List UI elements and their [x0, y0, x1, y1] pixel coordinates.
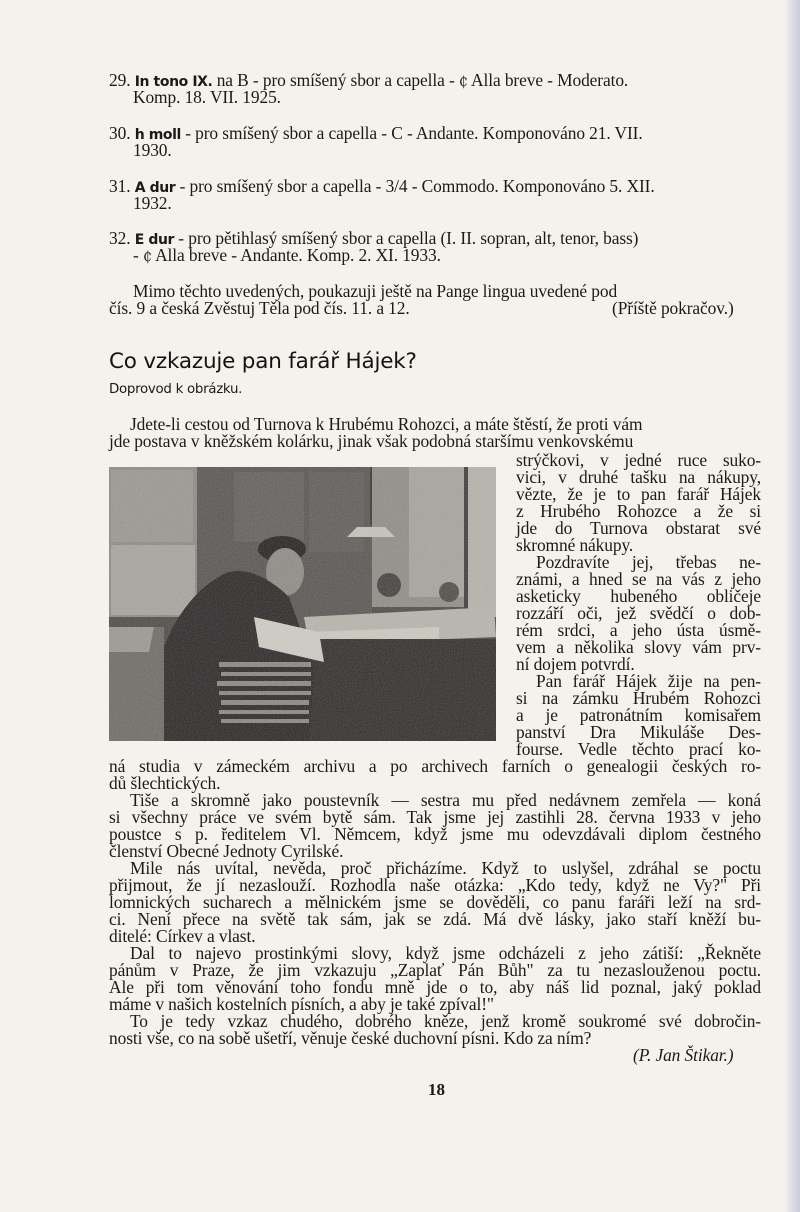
- article-signature: (P. Jan Štikar.): [633, 1045, 734, 1065]
- article-line: nosti vše, co na sobě ušetří, věnuje české duchovní písni. Kdo za ním?: [109, 1028, 592, 1048]
- article-line: Mile nás uvítal, nevěda, proč přicházíme. Když to uslyšel, zdráhal se poctu: [130, 858, 761, 878]
- item-key: In tono IX.: [134, 74, 213, 90]
- article-title: Co vzkazuje pan farář Hájek?: [109, 349, 417, 374]
- item-text: Alla breve - Andante. Komp. 2. XI. 1933.: [155, 245, 441, 265]
- list-item-32-line2: [133, 247, 441, 266]
- article-line: známi, a hned se na vás z jeho: [516, 569, 761, 589]
- article-line: máme v našich kostelních písních, a aby je také zpíval!": [109, 994, 494, 1014]
- article-line: dů šlechtických.: [109, 773, 221, 793]
- item-text: - pro pětihlasý smíšený sbor a capella (I. II. sopran, alt, tenor, bass): [178, 228, 639, 248]
- article-line: vici, v druhé tašku na nákupy,: [516, 467, 761, 487]
- article-line: skromné nákupy.: [516, 535, 634, 555]
- article-line: rém srdci, a jeho ústa úsmě-: [516, 620, 761, 640]
- article-line: Ale při tom věnování toho fondu mně jde o to, aby náš lid poznal, jaký poklad: [109, 977, 761, 997]
- page-edge-shadow: [786, 0, 800, 1212]
- article-line: členství Obecné Jednoty Cyrilské.: [109, 841, 344, 861]
- item-text: - pro smíšený sbor a capella - 3/4 - Commodo. Komponováno 5. XII.: [179, 176, 655, 196]
- article-line: a je patronátním komisařem: [516, 705, 761, 725]
- article-line: jde do Turnova obstarat své: [516, 518, 761, 538]
- list-note-line1: Mimo těchto uvedených, poukazuji ještě na Pange lingua uvedené pod: [133, 281, 618, 301]
- list-item-31-line2: 1932.: [133, 193, 172, 213]
- article-line: si na zámku Hrubém Rohozci: [516, 688, 761, 708]
- article-line: jde postava v kněžském kolárku, jinak však podobná staršímu venkovskému: [109, 431, 634, 451]
- item-key: E dur: [134, 232, 175, 248]
- article-line: ní dojem potvrdí.: [516, 654, 635, 674]
- article-line: To je tedy vzkaz chudého, dobrého kněze, jenž kromě soukromé své dobročin-: [130, 1011, 761, 1031]
- article-line: lomnických sucharech a mělnickém jsme se dověděli, co panu faráři leží na srd-: [109, 892, 761, 912]
- article-line: strýčkovi, v jedné ruce suko-: [516, 450, 761, 470]
- article-line: rozzáří oči, jež svědčí o dob-: [516, 603, 761, 623]
- list-item-31-line1: [109, 178, 655, 197]
- item-number: 31.: [109, 176, 131, 196]
- article-line: fourse. Vedle těchto prací ko-: [516, 739, 761, 759]
- article-line: ná studia v zámeckém archivu a po archivech farních o genealogii českých ro-: [109, 756, 761, 776]
- article-line: Jdete-li cestou od Turnova k Hrubému Rohozci, a máte štěstí, že proti vám: [130, 414, 643, 434]
- item-number: 32.: [109, 228, 131, 248]
- article-line: Pan farář Hájek žije na pen-: [536, 671, 761, 691]
- article-line: pánům v Praze, že jim vzkazuju „Zaplať Pán Bůh" za tu nezaslouženou poctu.: [109, 960, 761, 980]
- article-line: ditelé: Církev a vlast.: [109, 926, 256, 946]
- article-line: si všechny práce ve svém bytě sám. Tak jsme jej zastihli 28. června 1933 v jeho: [109, 807, 761, 827]
- item-number: 29.: [109, 70, 131, 90]
- list-note-line2: čís. 9 a česká Zvěstuj Těla pod čís. 11. a 12.: [109, 298, 410, 318]
- item-text-end: Alla breve - Moderato.: [471, 70, 629, 90]
- article-line: ci. Není přece na světě tak sám, jak se zdá. Má dvě lásky, jako staří kněží bu-: [109, 909, 761, 929]
- item-dash: -: [133, 245, 139, 265]
- continued-note: (Příště pokračov.): [612, 298, 734, 318]
- article-line: vem a několika slovy vám prv-: [516, 637, 761, 657]
- article-line: Tiše a skromně jako poustevník — sestra mu před nedávnem zemřela — koná: [130, 790, 761, 810]
- article-subtitle: Doprovod k obrázku.: [109, 382, 243, 397]
- item-text: na B - pro smíšený sbor a capella -: [216, 70, 455, 90]
- list-item-30-line2: 1930.: [133, 140, 172, 160]
- article-line: panství Dra Mikuláše Des-: [516, 722, 761, 742]
- alla-breve-symbol: ₵: [142, 249, 152, 265]
- alla-breve-symbol: ₵: [458, 74, 468, 90]
- list-item-29-line2: Komp. 18. VII. 1925.: [133, 87, 281, 107]
- article-line: přijmout, že jí nezaslouží. Rozhodla naše otázka: „Kdo tedy, když ne Vy?" Při: [109, 875, 761, 895]
- item-number: 30.: [109, 123, 131, 143]
- photo-priest-at-desk: [109, 467, 496, 741]
- list-item-30-line1: [109, 125, 643, 144]
- article-line: vězte, že je to pan farář Hájek: [516, 484, 761, 504]
- article-line: Dal to najevo prostinkými slovy, když jsme odcházeli z jeho zátiší: „Řekněte: [130, 943, 761, 963]
- photo-illustration: [109, 467, 496, 741]
- item-text: - pro smíšený sbor a capella - C - Andante. Komponováno 21. VII.: [185, 123, 643, 143]
- article-line: z Hrubého Rohozce a že si: [516, 501, 761, 521]
- item-key: h moll: [134, 127, 181, 143]
- article-line: asketicky hubeného obličeje: [516, 586, 761, 606]
- article-line: Pozdravíte jej, třebas ne-: [536, 552, 761, 572]
- article-line: poustce s p. ředitelem Vl. Němcem, když jsme mu odevzdávali diplom čestného: [109, 824, 761, 844]
- page-number: 18: [428, 1080, 445, 1099]
- item-key: A dur: [134, 180, 176, 196]
